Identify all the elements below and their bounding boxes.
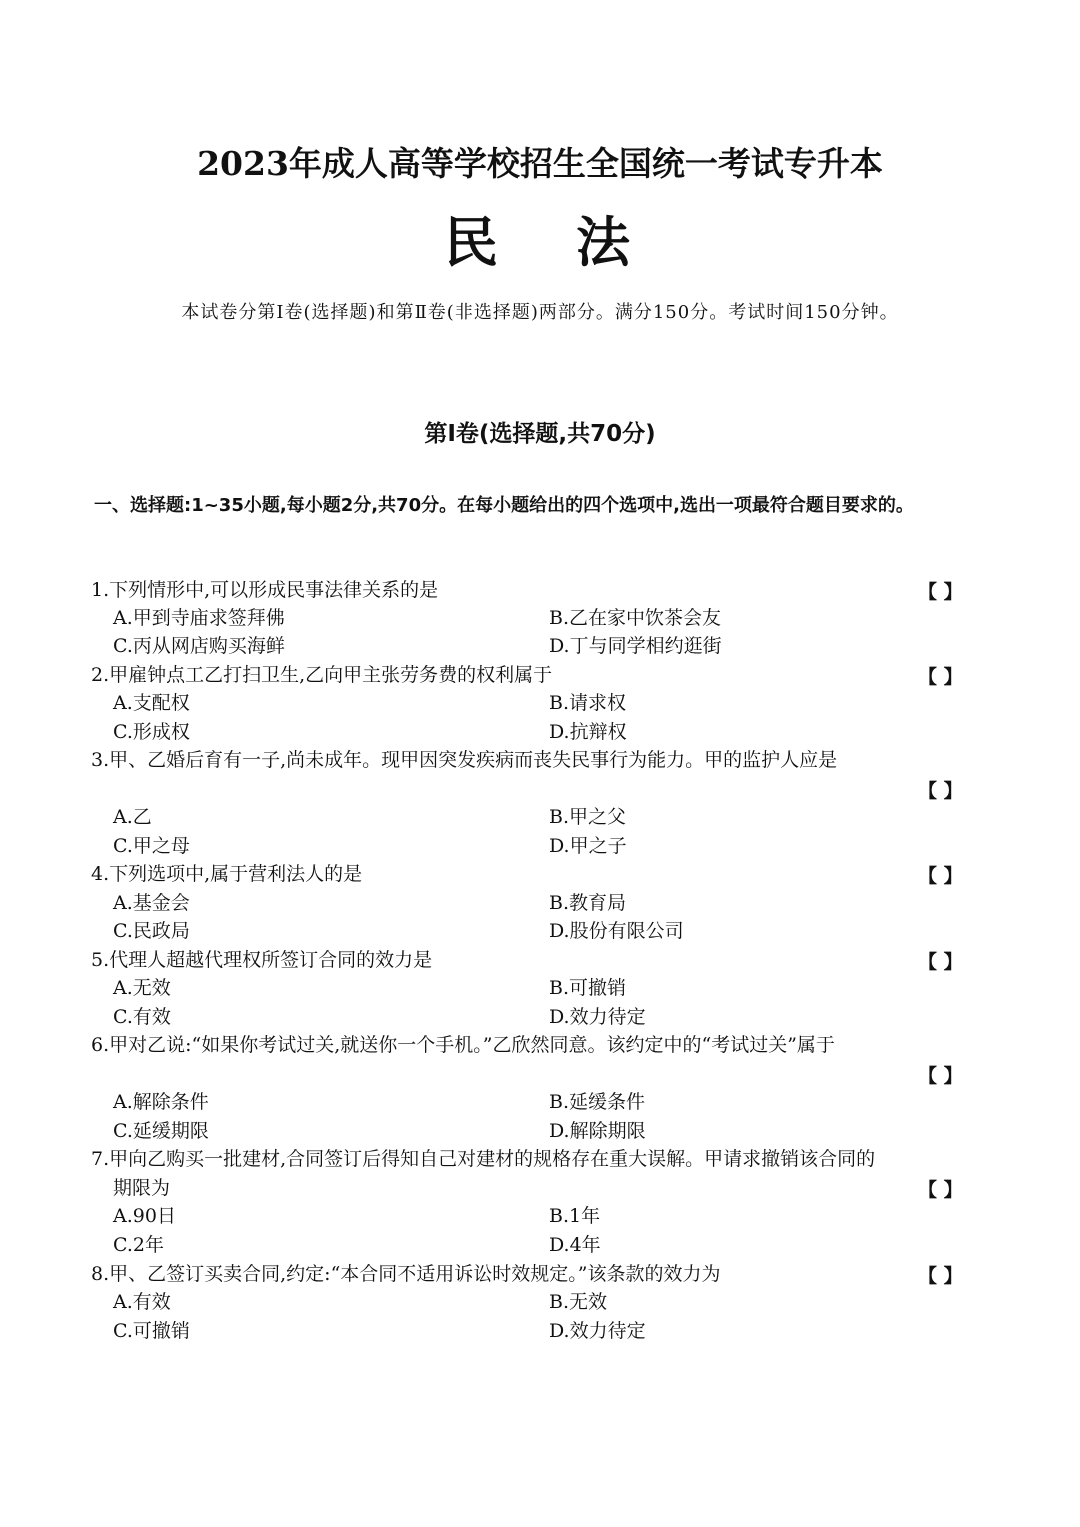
question-7-option-a: A.90日 — [113, 1205, 176, 1227]
question-7-option-d: D.4年 — [549, 1234, 601, 1256]
answer-bracket-5: 【 】 — [918, 951, 963, 973]
question-3-option-d: D.甲之子 — [549, 835, 627, 857]
question-5-option-c: C.有效 — [113, 1006, 171, 1028]
question-1-option-a: A.甲到寺庙求签拜佛 — [113, 607, 285, 629]
question-6-option-c: C.延缓期限 — [113, 1120, 209, 1142]
question-8-text: 8.甲、乙签订买卖合同,约定:“本合同不适用诉讼时效规定。”该条款的效力为 — [91, 1263, 721, 1285]
question-7-option-b: B.1年 — [549, 1205, 601, 1227]
question-7-text: 7.甲向乙购买一批建材,合同签订后得知自己对建材的规格存在重大误解。甲请求撤销该合同的 — [91, 1148, 876, 1170]
exam-instructions: 本试卷分第Ⅰ卷(选择题)和第Ⅱ卷(非选择题)两部分。满分150分。考试时间150分钟。 — [181, 302, 899, 323]
answer-bracket-4: 【 】 — [918, 865, 963, 887]
answer-bracket-8: 【 】 — [918, 1265, 963, 1287]
question-2-option-d: D.抗辩权 — [549, 721, 627, 743]
question-6-option-d: D.解除期限 — [549, 1120, 646, 1142]
subject-char-1: 民 — [444, 211, 504, 274]
answer-bracket-1: 【 】 — [918, 581, 963, 603]
question-2-option-a: A.支配权 — [113, 692, 190, 714]
question-2-option-b: B.请求权 — [549, 692, 627, 714]
question-4-option-d: D.股份有限公司 — [549, 920, 684, 942]
question-5-option-b: B.可撤销 — [549, 977, 627, 999]
question-3-option-c: C.甲之母 — [113, 835, 190, 857]
question-4-option-a: A.基金会 — [113, 892, 190, 914]
section-title: 第Ⅰ卷(选择题,共70分) — [424, 421, 656, 447]
question-7-option-c: C.2年 — [113, 1234, 164, 1256]
question-6-text: 6.甲对乙说:“如果你考试过关,就送你一个手机。”乙欣然同意。该约定中的“考试过关”属于 — [91, 1034, 835, 1056]
question-5-option-a: A.无效 — [113, 977, 171, 999]
question-8-option-b: B.无效 — [549, 1291, 608, 1313]
question-8-option-a: A.有效 — [113, 1291, 171, 1313]
exam-title: 2023年成人高等学校招生全国统一考试专升本 — [197, 144, 883, 183]
question-1-option-b: B.乙在家中饮茶会友 — [549, 607, 722, 629]
question-2-option-c: C.形成权 — [113, 721, 190, 743]
question-1-text: 1.下列情形中,可以形成民事法律关系的是 — [91, 579, 439, 601]
question-3-option-b: B.甲之父 — [549, 806, 627, 828]
question-8-option-d: D.效力待定 — [549, 1320, 646, 1342]
question-4-text: 4.下列选项中,属于营利法人的是 — [91, 863, 363, 885]
answer-bracket-6: 【 】 — [918, 1065, 963, 1087]
answer-bracket-7: 【 】 — [918, 1179, 963, 1201]
question-4-option-c: C.民政局 — [113, 920, 190, 942]
question-5-option-d: D.效力待定 — [549, 1006, 646, 1028]
question-3-option-a: A.乙 — [113, 806, 152, 828]
question-6-option-b: B.延缓条件 — [549, 1091, 646, 1113]
question-1-option-c: C.丙从网店购买海鲜 — [113, 635, 285, 657]
subject-title — [0, 200, 1080, 277]
question-6-option-a: A.解除条件 — [113, 1091, 209, 1113]
question-3-text: 3.甲、乙婚后育有一子,尚未成年。现甲因突发疾病而丧失民事行为能力。甲的监护人应是 — [91, 749, 838, 771]
question-7-text-cont: 期限为 — [113, 1177, 171, 1199]
question-1-option-d: D.丁与同学相约逛街 — [549, 635, 722, 657]
part-heading: 一、选择题:1~35小题,每小题2分,共70分。在每小题给出的四个选项中,选出一项最符合题目要求的。 — [94, 495, 914, 516]
question-8-option-c: C.可撤销 — [113, 1320, 190, 1342]
question-5-text: 5.代理人超越代理权所签订合同的效力是 — [91, 949, 433, 971]
subject-char-2: 法 — [576, 211, 636, 274]
answer-bracket-3: 【 】 — [918, 780, 963, 802]
question-4-option-b: B.教育局 — [549, 892, 627, 914]
answer-bracket-2: 【 】 — [918, 666, 963, 688]
question-2-text: 2.甲雇钟点工乙打扫卫生,乙向甲主张劳务费的权利属于 — [91, 664, 553, 686]
